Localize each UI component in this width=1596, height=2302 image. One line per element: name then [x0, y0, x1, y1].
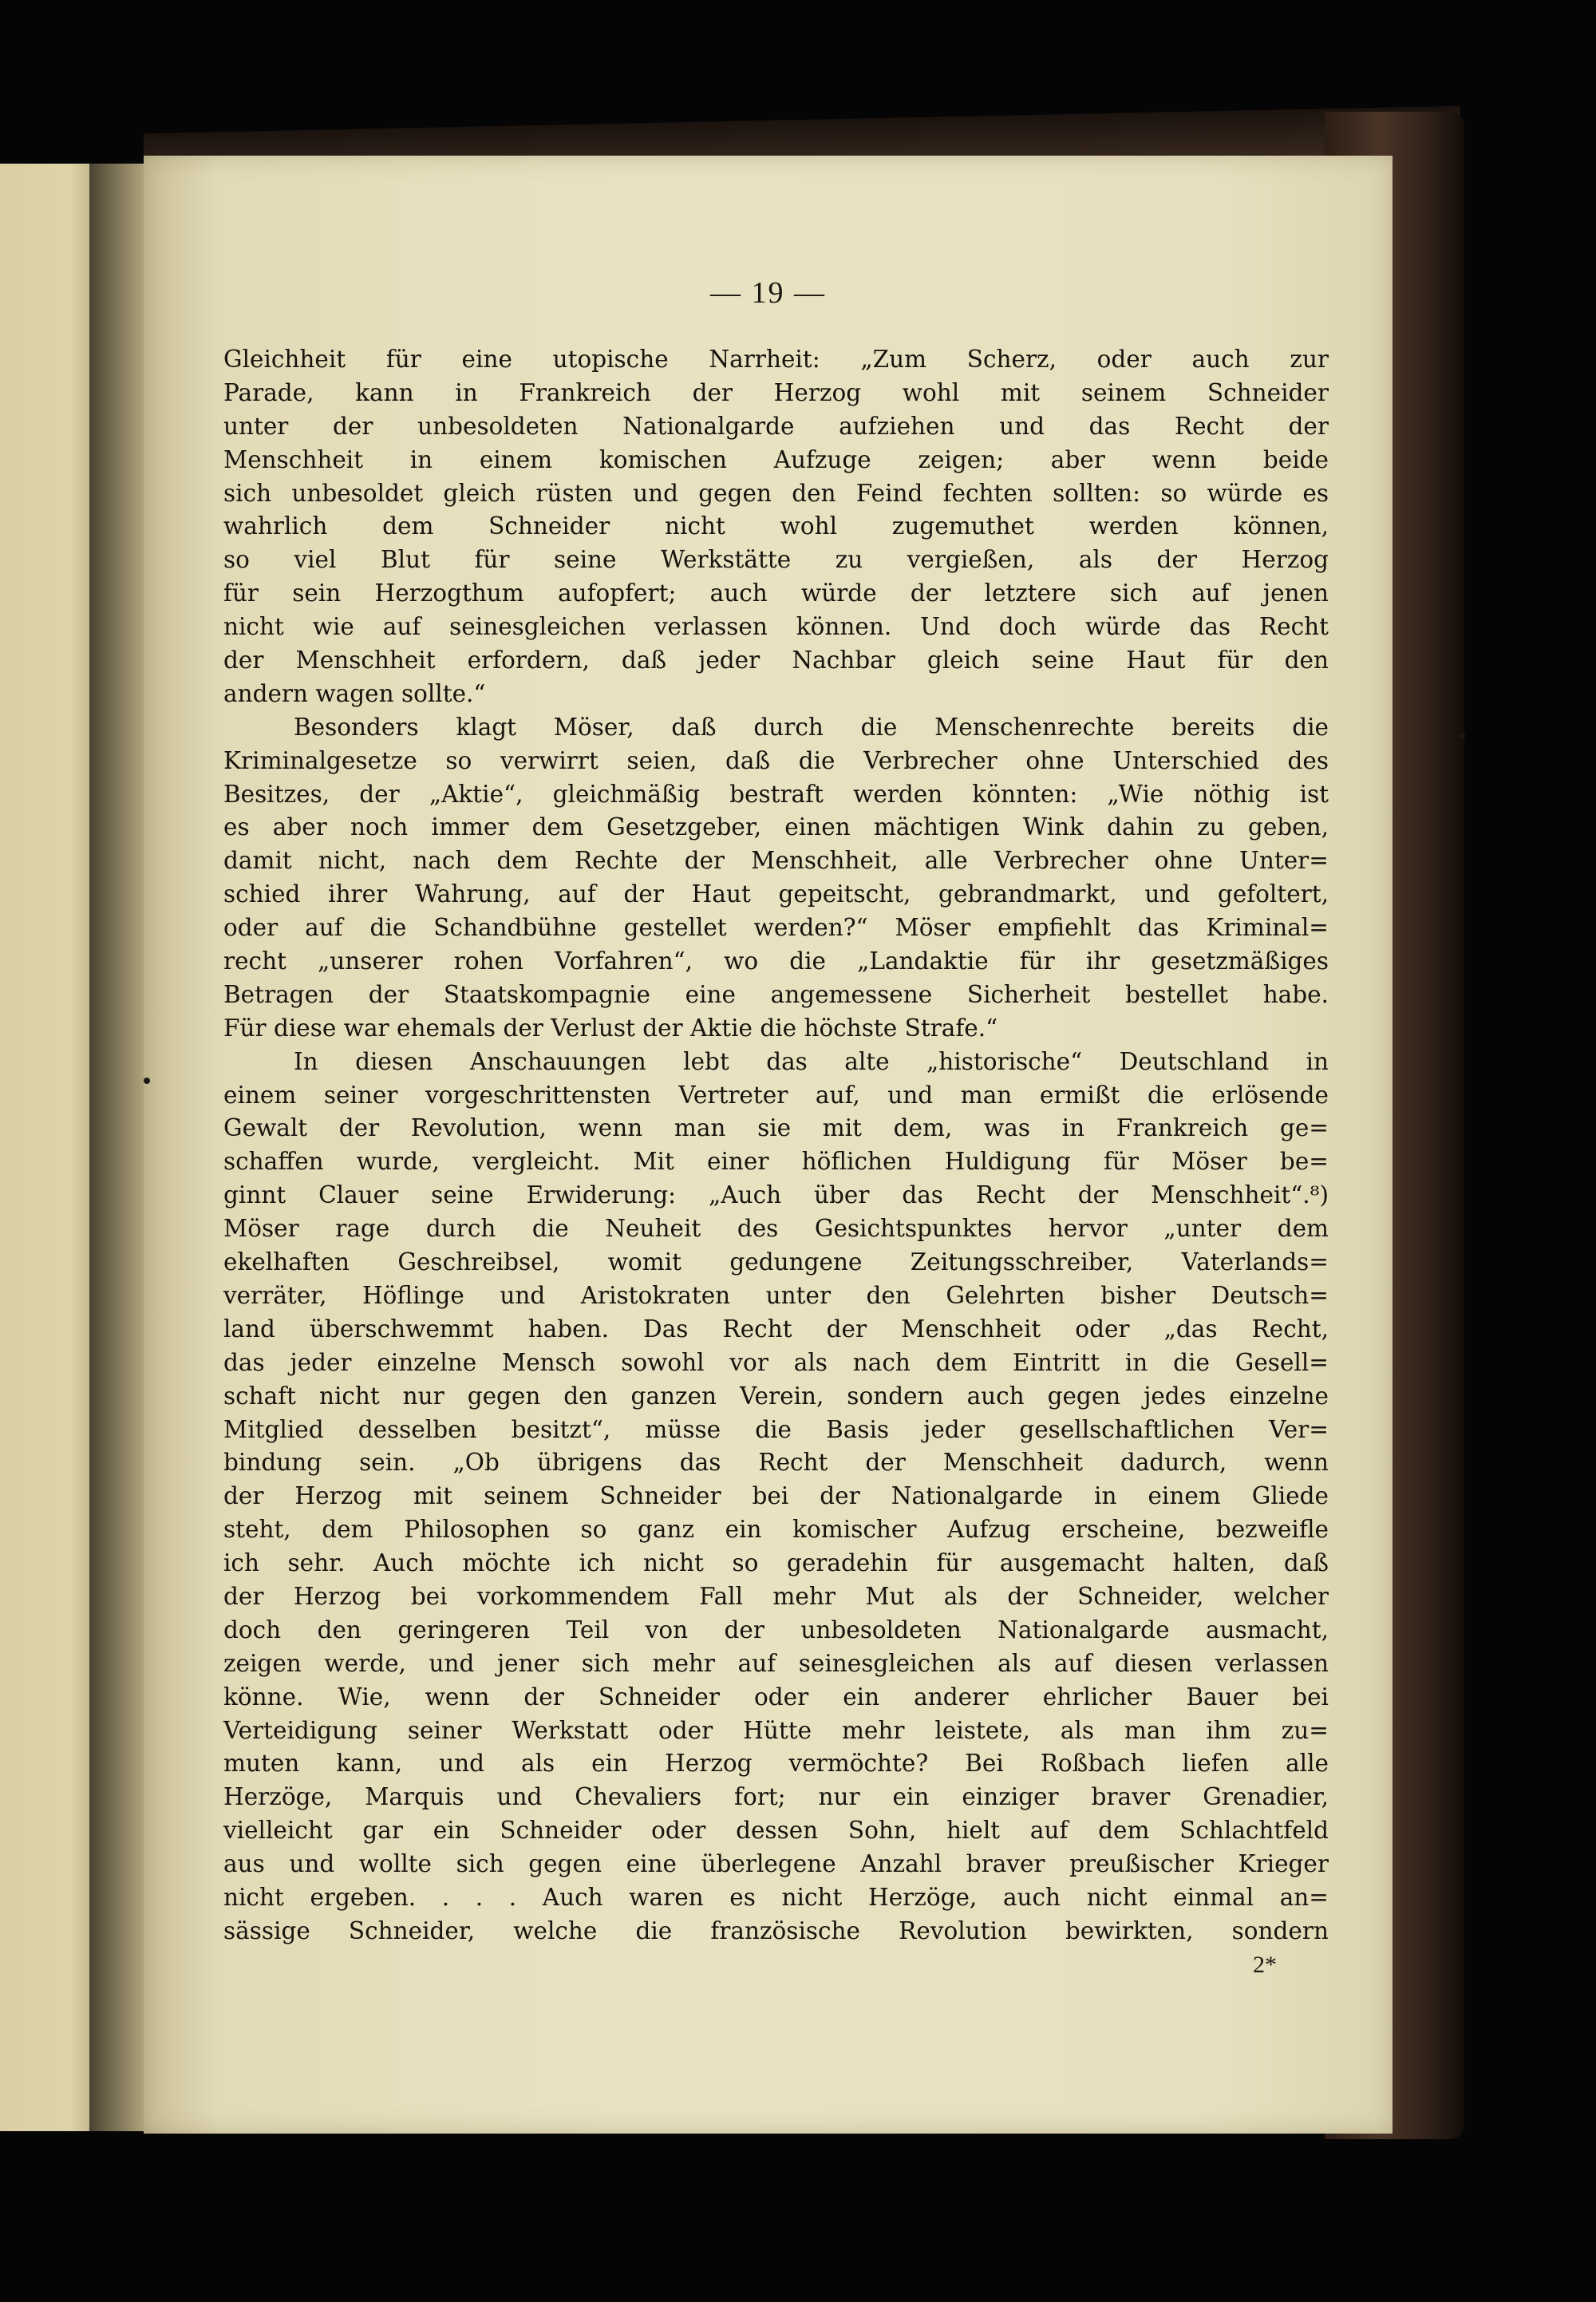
text-line: doch den geringeren Teil von der unbesoldeten Nationalgarde ausmacht, — [223, 1616, 1329, 1643]
text-line: Besitzes, der „Aktie“, gleichmäßig bestraft werden könnten: „Wie nöthig ist — [223, 780, 1329, 808]
text-line: Gleichheit für eine utopische Narrheit: „Zum Scherz, oder auch zur — [223, 346, 1329, 373]
text-line: ekelhaften Geschreibsel, womit gedungene Zeitungsschreiber, Vaterlands= — [223, 1248, 1329, 1276]
text-line: einem seiner vorgeschrittensten Vertreter auf, und man ermißt die erlösende — [223, 1081, 1329, 1109]
text-line: das jeder einzelne Mensch sowohl vor als nach dem Eintritt in die Gesell= — [223, 1348, 1329, 1376]
text-line: Gewalt der Revolution, wenn man sie mit dem, was in Frankreich ge= — [223, 1114, 1329, 1142]
text-line: verräter, Höflinge und Aristokraten unter den Gelehrten bisher Deutsch= — [223, 1281, 1329, 1309]
text-line: wahrlich dem Schneider nicht wohl zugemuthet werden können, — [223, 512, 1329, 540]
text-line: andern wagen sollte.“ — [223, 679, 486, 707]
text-line: ginnt Clauer seine Erwiderung: „Auch über das Recht der Menschheit“.⁸) — [223, 1181, 1329, 1209]
text-line: sässige Schneider, welche die französische Revolution bewirkten, sondern — [223, 1916, 1329, 1944]
text-line: zeigen werde, und jener sich mehr auf seinesgleichen als auf diesen verlassen — [223, 1649, 1329, 1677]
paragraph-start-line: Besonders klagt Möser, daß durch die Menschenrechte bereits die — [294, 713, 1329, 741]
text-line: sich unbesoldet gleich rüsten und gegen den Feind fechten sollten: so würde es — [223, 479, 1329, 507]
text-line: Verteidigung seiner Werkstatt oder Hütte mehr leistete, als man ihm zu= — [223, 1716, 1329, 1744]
text-line: Für diese war ehemals der Verlust der Aktie die höchste Strafe.“ — [223, 1014, 998, 1042]
text-line: schaft nicht nur gegen den ganzen Verein, sondern auch gegen jedes einzelne — [223, 1382, 1329, 1410]
text-line: schaffen wurde, vergleicht. Mit einer höflichen Huldigung für Möser be= — [223, 1148, 1329, 1176]
text-line: der Herzog mit seinem Schneider bei der Nationalgarde in einem Gliede — [223, 1482, 1329, 1510]
text-line: Möser rage durch die Neuheit des Gesichtspunktes hervor „unter dem — [223, 1215, 1329, 1243]
text-line: unter der unbesoldeten Nationalgarde aufziehen und das Recht der — [223, 412, 1329, 440]
margin-speck — [144, 1078, 150, 1084]
text-line: so viel Blut für seine Werkstätte zu vergießen, als der Herzog — [223, 546, 1329, 574]
margin-speck — [1459, 733, 1465, 739]
text-line: damit nicht, nach dem Rechte der Menschheit, alle Verbrecher ohne Unter= — [223, 847, 1329, 875]
signature-mark: 2* — [1253, 1952, 1277, 1978]
text-line: recht „unserer rohen Vorfahren“, wo die „Landaktie für ihr gesetzmäßiges — [223, 947, 1329, 975]
page-number: — 19 — — [710, 276, 826, 310]
text-line: nicht wie auf seinesgleichen verlassen können. Und doch würde das Recht — [223, 613, 1329, 641]
text-line: land überschwemmt haben. Das Recht der Menschheit oder „das Recht, — [223, 1315, 1329, 1343]
text-line: Menschheit in einem komischen Aufzuge zeigen; aber wenn beide — [223, 445, 1329, 473]
text-line: oder auf die Schandbühne gestellet werden?“ Möser empfiehlt das Kriminal= — [223, 914, 1329, 942]
text-line: ich sehr. Auch möchte ich nicht so geradehin für ausgemacht halten, daß — [223, 1549, 1329, 1577]
book-page — [144, 156, 1393, 2134]
text-line: schied ihrer Wahrung, auf der Haut gepeitscht, gebrandmarkt, und gefoltert, — [223, 880, 1329, 908]
paragraph-start-line: In diesen Anschauungen lebt das alte „historische“ Deutschland in — [294, 1047, 1329, 1075]
text-line: könne. Wie, wenn der Schneider oder ein anderer ehrlicher Bauer bei — [223, 1683, 1329, 1711]
text-line: Parade, kann in Frankreich der Herzog wohl mit seinem Schneider — [223, 378, 1329, 406]
text-line: muten kann, und als ein Herzog vermöchte? Bei Roßbach liefen alle — [223, 1750, 1329, 1778]
text-line: Herzöge, Marquis und Chevaliers fort; nur ein einziger braver Grenadier, — [223, 1783, 1329, 1811]
text-line: Mitglied desselben besitzt“, müsse die Basis jeder gesellschaftlichen Ver= — [223, 1415, 1329, 1443]
text-line: Kriminalgesetze so verwirrt seien, daß die Verbrecher ohne Unterschied des — [223, 746, 1329, 774]
text-line: der Herzog bei vorkommendem Fall mehr Mut als der Schneider, welcher — [223, 1582, 1329, 1610]
text-line: es aber noch immer dem Gesetzgeber, einen mächtigen Wink dahin zu geben, — [223, 813, 1329, 841]
left-facing-page — [0, 164, 100, 2131]
text-line: aus und wollte sich gegen eine überlegene Anzahl braver preußischer Krieger — [223, 1850, 1329, 1878]
text-line: für sein Herzogthum aufopfert; auch würde der letztere sich auf jenen — [223, 579, 1329, 607]
text-line: vielleicht gar ein Schneider oder dessen Sohn, hielt auf dem Schlachtfeld — [223, 1817, 1329, 1845]
text-line: der Menschheit erfordern, daß jeder Nachbar gleich seine Haut für den — [223, 647, 1329, 674]
text-line: nicht ergeben. . . . Auch waren es nicht Herzöge, auch nicht einmal an= — [223, 1883, 1329, 1911]
text-line: bindung sein. „Ob übrigens das Recht der Menschheit dadurch, wenn — [223, 1449, 1329, 1477]
text-line: Betragen der Staatskompagnie eine angemessene Sicherheit bestellet habe. — [223, 980, 1329, 1008]
text-line: steht, dem Philosophen so ganz ein komischer Aufzug erscheine, bezweifle — [223, 1516, 1329, 1544]
body-text — [223, 343, 1329, 1948]
